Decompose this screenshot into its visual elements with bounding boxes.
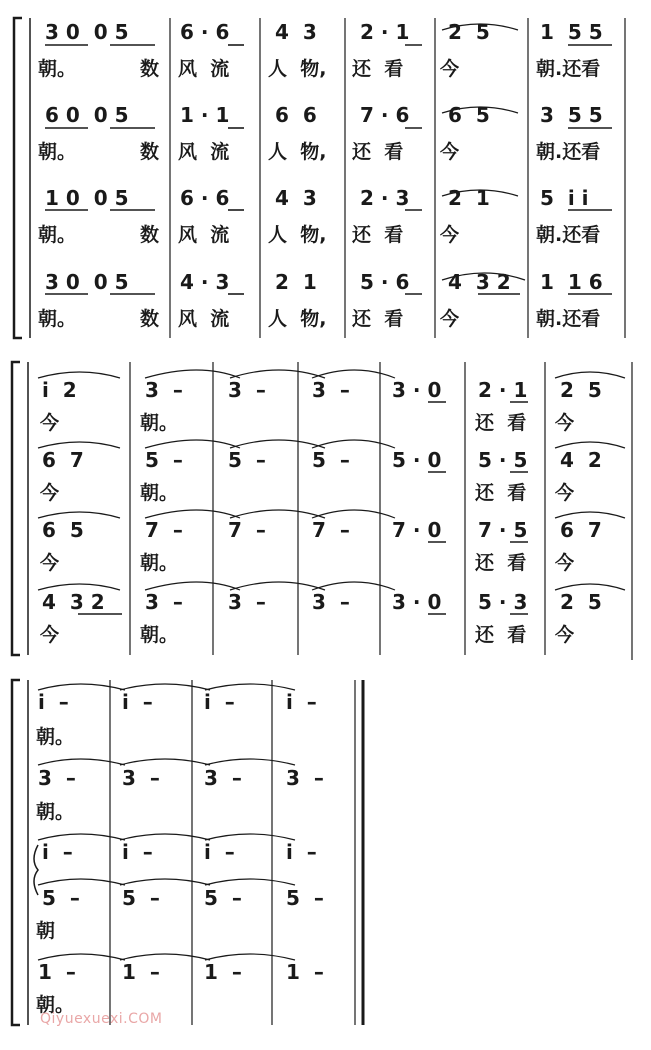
s1r4-m2: 4 · 3 [180,270,230,294]
s1r3-l7: 朝.还看 [536,224,601,246]
s1r3-m4: 2 · 3 [360,186,410,210]
s3r3-m4: i – [286,840,317,864]
s2r3-m5: 7 · 0 [392,518,442,542]
s1r1-m5: 2 5 [448,20,490,44]
s2r4-m3: 3 – [228,590,266,614]
s2r1-m6: 2 · 1 [478,378,528,402]
s1r4-l7: 朝.还看 [536,308,601,330]
s2r1-l3: 还 看 [475,412,527,434]
s3r2-lyric: 朝。 [36,801,75,823]
s3r4-m3: 5 – [204,886,242,910]
s2r2-l3: 还 看 [475,482,527,504]
s1r1-m3: 4 3 [275,20,317,44]
s3r4-m2: 5 – [122,886,160,910]
s1r3-m5: 2 1 [448,186,490,210]
s3r2-m4: 3 – [286,766,324,790]
s3r4-m4: 5 – [286,886,324,910]
s2r2-m7: 4 2 [560,448,602,472]
s2r3-l3: 还 看 [475,552,527,574]
s1r2-m4: 7 · 6 [360,103,410,127]
s1r1-l6: 今 [440,58,460,80]
s3r2-m2: 3 – [122,766,160,790]
s1r4-m6: 1 1 6 [540,270,603,294]
s3r4-lyric: 朝 [36,920,56,942]
s3r3-m1: i – [42,840,73,864]
watermark: Qiyuexuexi.COM [40,1011,163,1027]
s1r4-l2: 数 [140,308,160,330]
s2r1-l4: 今 [555,412,575,434]
s1r1-m4: 2 · 1 [360,20,410,44]
s3r3-m2: i – [122,840,153,864]
s2r1-m3: 3 – [228,378,266,402]
s1r3-l1: 朝。 [38,224,77,246]
s2r4-m4: 3 – [312,590,350,614]
s1r2-m6: 3 5 5 [540,103,603,127]
s1r1-l1: 朝。 [38,58,77,80]
s2r3-l2: 朝。 [140,552,179,574]
s2r1-m5: 3 · 0 [392,378,442,402]
s3r1-m4: i – [286,690,317,714]
s3r1-m2: i – [122,690,153,714]
s1r1-l3: 风 流 [178,58,230,80]
s2r3-m3: 7 – [228,518,266,542]
s2r3-m7: 6 7 [560,518,602,542]
s2r4-l1: 今 [40,624,60,646]
s3r2-m1: 3 – [38,766,76,790]
s1r4-m1: 3 0 0 5 [45,270,129,294]
s2r4-m5: 3 · 0 [392,590,442,614]
s2r1-m2: 3 – [145,378,183,402]
s1r4-l3: 风 流 [178,308,230,330]
s2r3-l1: 今 [40,552,60,574]
s3r2-m3: 3 – [204,766,242,790]
s3r3-m3: i – [204,840,235,864]
s1r3-l4: 人 物, [268,224,327,246]
s1r1-l7: 朝.还看 [536,58,601,80]
s3r4-m1: 5 – [42,886,80,910]
s2r2-m3: 5 – [228,448,266,472]
s1r2-l2: 数 [140,141,160,163]
s1r4-l6: 今 [440,308,460,330]
s2r4-l4: 今 [555,624,575,646]
s1r2-m1: 6 0 0 5 [45,103,129,127]
s1r3-l3: 风 流 [178,224,230,246]
s2r4-m2: 3 – [145,590,183,614]
s1r2-m5: 6 5 [448,103,490,127]
s1r2-l7: 朝.还看 [536,141,601,163]
s2r4-m6: 5 · 3 [478,590,528,614]
s1r3-l5: 还 看 [352,224,404,246]
s2r4-m7: 2 5 [560,590,602,614]
s1r4-m3: 2 1 [275,270,317,294]
s2r2-m6: 5 · 5 [478,448,528,472]
s2r1-l2: 朝。 [140,412,179,434]
s2r2-m5: 5 · 0 [392,448,442,472]
s1r1-l2: 数 [140,58,160,80]
s3r1-lyric: 朝。 [36,726,75,748]
s2r2-m4: 5 – [312,448,350,472]
s1r1-m2: 6 · 6 [180,20,230,44]
s1r2-m3: 6 6 [275,103,317,127]
s1r3-l2: 数 [140,224,160,246]
s1r2-m2: 1 · 1 [180,103,230,127]
s1r2-l6: 今 [440,141,460,163]
s2r3-m1: 6 5 [42,518,84,542]
s1r3-l6: 今 [440,224,460,246]
s3r1-m3: i – [204,690,235,714]
s2r4-l2: 朝。 [140,624,179,646]
s2r2-l1: 今 [40,482,60,504]
s1r2-l4: 人 物, [268,141,327,163]
s2r3-m6: 7 · 5 [478,518,528,542]
s3r1-m1: i – [38,690,69,714]
s1r2-l3: 风 流 [178,141,230,163]
s1r4-l1: 朝。 [38,308,77,330]
s2r4-m1: 4 3 2 [42,590,105,614]
s2r3-m2: 7 – [145,518,183,542]
s3r5-lyric: 朝。 [36,994,75,1016]
s2r3-l4: 今 [555,552,575,574]
s1r3-m2: 6 · 6 [180,186,230,210]
s2r2-m2: 5 – [145,448,183,472]
s2r1-m4: 3 – [312,378,350,402]
s2r2-m1: 6 7 [42,448,84,472]
s1r4-l4: 人 物, [268,308,327,330]
s2r4-l3: 还 看 [475,624,527,646]
s1r4-m4: 5 · 6 [360,270,410,294]
s1r3-m6: 5 i i [540,186,589,210]
s2r1-m7: 2 5 [560,378,602,402]
s1r1-l4: 人 物, [268,58,327,80]
s1r3-m1: 1 0 0 5 [45,186,129,210]
s2r2-l2: 朝。 [140,482,179,504]
s1r3-m3: 4 3 [275,186,317,210]
s1r2-l1: 朝。 [38,141,77,163]
s1r1-m1: 3 0 0 5 [45,20,129,44]
s1r1-m6: 1 5 5 [540,20,603,44]
s2r1-l1: 今 [40,412,60,434]
s2r1-m1: i 2 [42,378,77,402]
s3r5-m3: 1 – [204,960,242,984]
s1r4-l5: 还 看 [352,308,404,330]
s1r4-m5: 4 3 2 [448,270,511,294]
s1r1-l5: 还 看 [352,58,404,80]
s3r5-m4: 1 – [286,960,324,984]
s3r5-m2: 1 – [122,960,160,984]
s3r5-m1: 1 – [38,960,76,984]
s2r3-m4: 7 – [312,518,350,542]
s1r2-l5: 还 看 [352,141,404,163]
s2r2-l4: 今 [555,482,575,504]
